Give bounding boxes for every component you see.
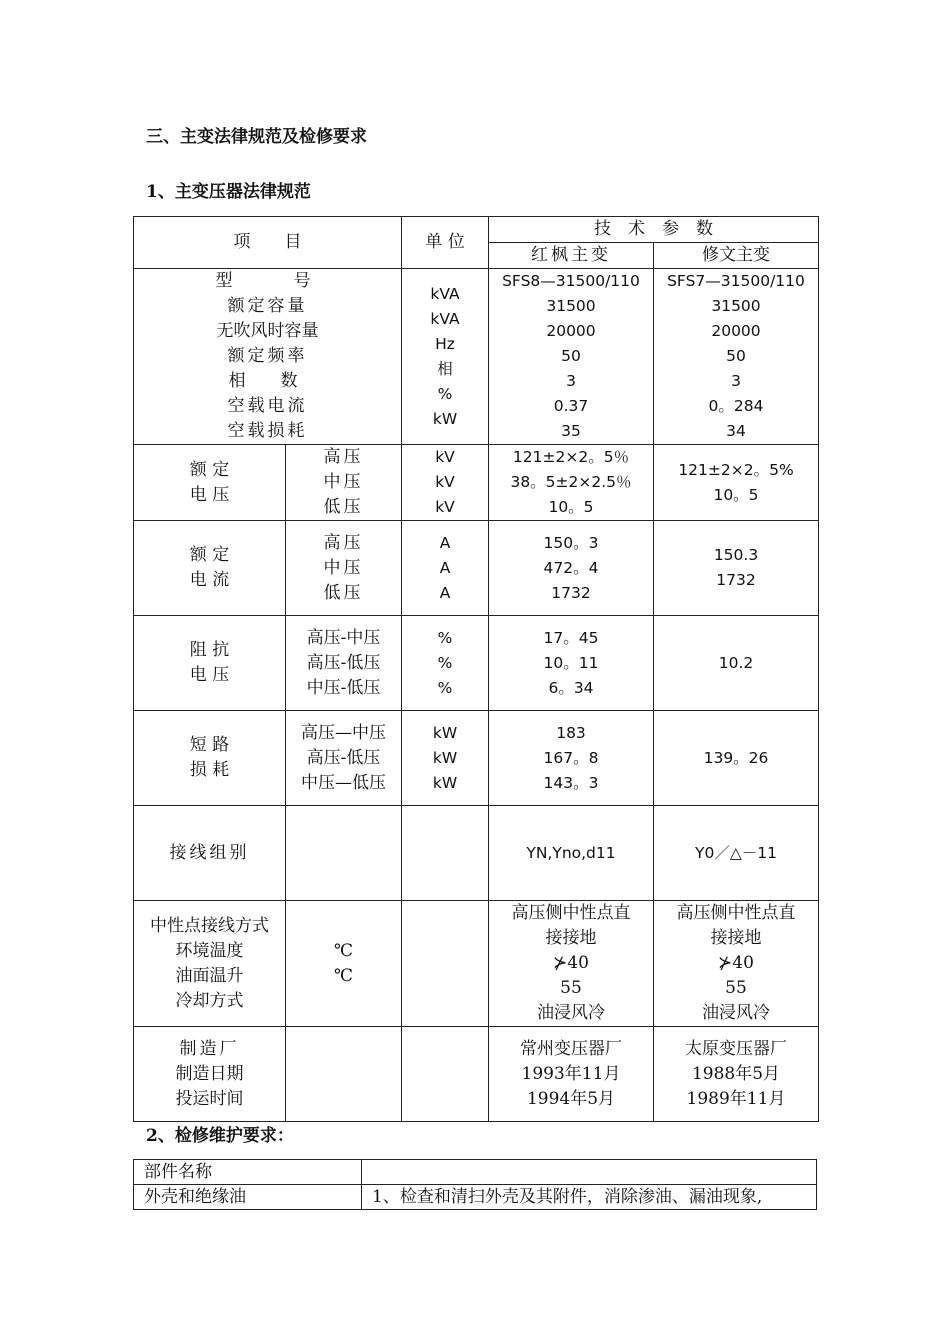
misc-labels: 中性点接线方式 环境温度 油面温升 冷却方式 — [134, 901, 286, 1027]
empty-cell — [402, 1027, 489, 1122]
rated-current-hongfeng: 150。3 472。4 1732 — [489, 521, 654, 616]
rated-current-sublabels: 高压 中压 低压 — [286, 521, 402, 616]
short-circuit-units: kW kW kW — [402, 711, 489, 806]
header-unit: 单 位 — [402, 217, 489, 269]
table-row — [134, 521, 819, 616]
table-row — [134, 269, 819, 445]
requirement-header — [362, 1160, 817, 1185]
table-row — [134, 901, 819, 1027]
component-name-header: 部件名称 — [134, 1160, 362, 1185]
empty-cell — [286, 806, 402, 901]
rated-voltage-xiuwen: 121±2×2。5% 10。5 — [654, 445, 819, 521]
rated-current-label: 额 定 电 流 — [134, 521, 286, 616]
empty-cell — [286, 1027, 402, 1122]
header-hongfeng: 红枫主变 — [489, 243, 654, 269]
section-title: 三、主变法律规范及检修要求 — [146, 127, 367, 147]
wiring-group-xiuwen: Y0／△－11 — [654, 806, 819, 901]
wiring-group-hongfeng: YN,Yno,d11 — [489, 806, 654, 901]
table-row — [134, 1185, 817, 1210]
short-circuit-label: 短 路 损 耗 — [134, 711, 286, 806]
impedance-units: % % % — [402, 616, 489, 711]
requirement-text: 1、检查和清扫外壳及其附件，消除渗油、漏油现象, — [362, 1185, 817, 1210]
basic-labels: 型 号 额定容量 无吹风时容量 额定频率 相 数 空载电流 空载损耗 — [134, 269, 402, 445]
wiring-group-label: 接线组别 — [134, 806, 286, 901]
table-row — [134, 445, 819, 521]
short-circuit-sublabels: 高压—中压 高压-低压 中压—低压 — [286, 711, 402, 806]
rated-voltage-label: 额 定 电 压 — [134, 445, 286, 521]
basic-xiuwen-values: SFS7—31500/110 31500 20000 50 3 0。284 34 — [654, 269, 819, 445]
subsection-title-specs: 1、主变压器法律规范 — [146, 182, 311, 202]
impedance-hongfeng: 17。45 10。11 6。34 — [489, 616, 654, 711]
empty-cell — [402, 806, 489, 901]
maker-hongfeng: 常州变压器厂 1993年11月 1994年5月 — [489, 1027, 654, 1122]
maker-labels: 制造厂 制造日期 投运时间 — [134, 1027, 286, 1122]
rated-voltage-hongfeng: 121±2×2。5％ 38。5±2×2.5％ 10。5 — [489, 445, 654, 521]
impedance-label: 阻 抗 电 压 — [134, 616, 286, 711]
rated-voltage-sublabels: 高压 中压 低压 — [286, 445, 402, 521]
empty-cell — [402, 901, 489, 1027]
table-row — [134, 616, 819, 711]
impedance-xiuwen: 10.2 — [654, 616, 819, 711]
impedance-sublabels: 高压-中压 高压-低压 中压-低压 — [286, 616, 402, 711]
subsection-title-maintenance: 2、检修维护要求： — [146, 1126, 294, 1146]
table-row — [134, 1160, 817, 1185]
misc-xiuwen: 高压侧中性点直 接接地 ⊁40 55 油浸风冷 — [654, 901, 819, 1027]
misc-units: ℃ ℃ — [286, 901, 402, 1027]
header-xiuwen: 修文主变 — [654, 243, 819, 269]
component-name: 外壳和绝缘油 — [134, 1185, 362, 1210]
rated-current-units: A A A — [402, 521, 489, 616]
misc-hongfeng: 高压侧中性点直 接接地 ⊁40 55 油浸风冷 — [489, 901, 654, 1027]
table-row — [134, 806, 819, 901]
rated-voltage-units: kV kV kV — [402, 445, 489, 521]
short-circuit-xiuwen: 139。26 — [654, 711, 819, 806]
header-item: 项 目 — [134, 217, 402, 269]
maker-xiuwen: 太原变压器厂 1988年5月 1989年11月 — [654, 1027, 819, 1122]
table-row — [134, 711, 819, 806]
rated-current-xiuwen: 150.3 1732 — [654, 521, 819, 616]
basic-units: kVA kVA Hz 相 % kW — [402, 269, 489, 445]
table-row — [134, 1027, 819, 1122]
transformer-spec-table — [133, 216, 819, 1122]
basic-hongfeng-values: SFS8—31500/110 31500 20000 50 3 0.37 35 — [489, 269, 654, 445]
short-circuit-hongfeng: 183 167。8 143。3 — [489, 711, 654, 806]
header-tech-params: 技 术 参 数 — [489, 217, 819, 243]
table-header-row — [134, 217, 819, 243]
maintenance-table — [133, 1159, 817, 1210]
